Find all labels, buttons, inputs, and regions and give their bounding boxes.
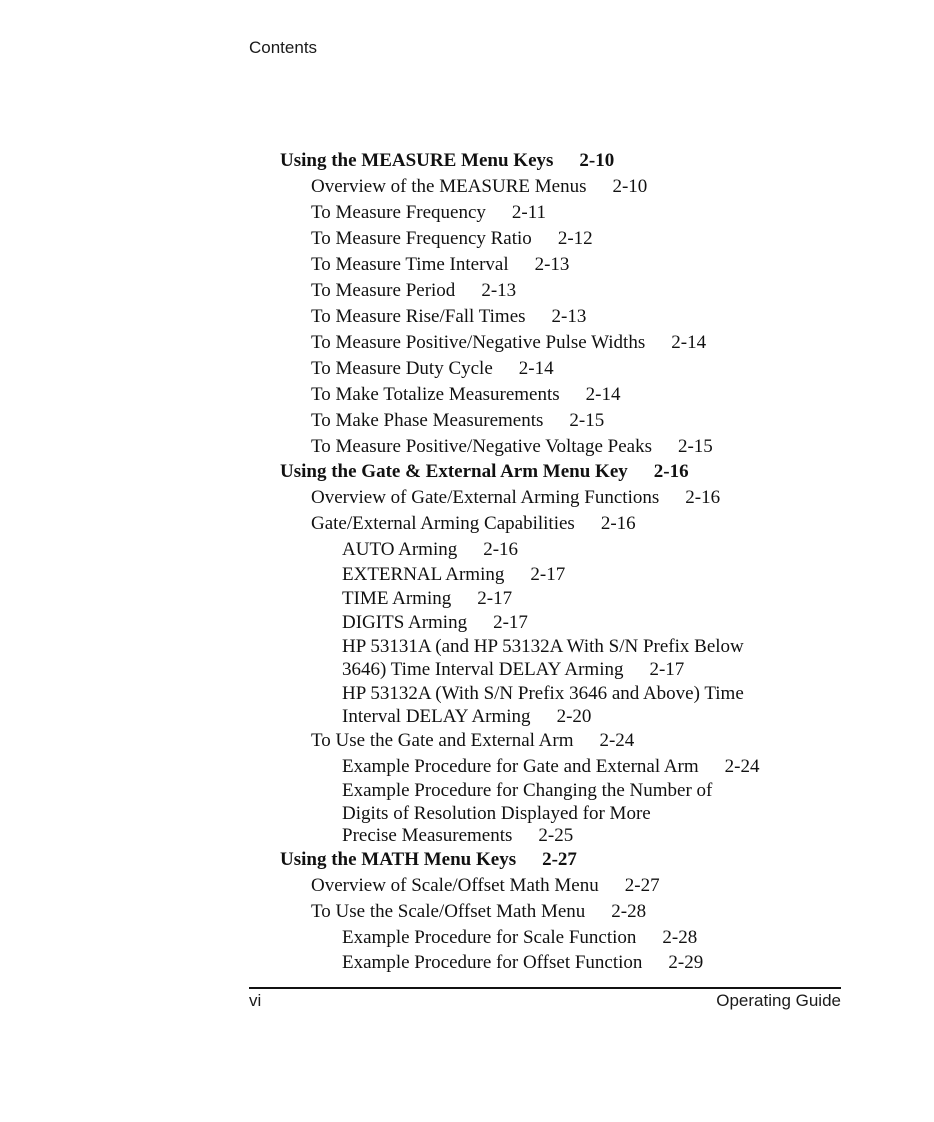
toc-entry-text: To Use the Gate and External Arm — [311, 730, 574, 751]
toc-entry-text: Example Procedure for Scale Function — [342, 927, 637, 948]
toc-page-number: 2-14 — [518, 358, 554, 379]
toc-entry-title — [342, 683, 744, 705]
toc-entry-title — [311, 487, 720, 509]
toc-entry-text: Using the Gate & External Arm Menu Key — [280, 461, 628, 482]
toc-entry-text: To Measure Frequency Ratio — [311, 228, 532, 249]
toc-entry-title — [311, 384, 621, 406]
toc-entry-title — [311, 306, 586, 328]
toc-page-number: 2-16 — [653, 461, 689, 482]
toc-entry-title — [342, 756, 759, 778]
toc-entry-text: TIME Arming — [342, 588, 452, 609]
footer-page-number: vi — [249, 991, 262, 1010]
toc-entry-text: Example Procedure for Changing the Number of — [342, 780, 713, 801]
toc-entry-title — [280, 849, 577, 871]
toc-page-number: 2-28 — [662, 927, 698, 948]
toc-entry-title — [311, 176, 647, 198]
toc-entry-text: 3646) Time Interval DELAY Arming — [342, 659, 624, 680]
toc-page-number: 2-14 — [671, 332, 707, 353]
toc-page-number: 2-27 — [624, 875, 660, 896]
toc-entry-text: Interval DELAY Arming — [342, 706, 531, 727]
toc-entry-text: Using the MATH Menu Keys — [280, 849, 517, 870]
toc-entry-title — [342, 825, 573, 847]
toc-page-number: 2-16 — [600, 513, 636, 534]
toc-page-number: 2-28 — [611, 901, 647, 922]
toc-entry-text: To Measure Positive/Negative Voltage Peaks — [311, 436, 652, 457]
toc-page-number: 2-13 — [551, 306, 587, 327]
toc-page-number: 2-16 — [483, 539, 519, 560]
toc-page-number: 2-29 — [668, 952, 704, 973]
toc-entry-title — [311, 228, 593, 250]
toc-page-number: 2-17 — [649, 659, 685, 680]
toc-entry-title — [311, 358, 554, 380]
toc-entry-text: Digits of Resolution Displayed for More — [342, 803, 651, 824]
toc-entry-text: Overview of the MEASURE Menus — [311, 176, 587, 197]
toc-page-number: 2-24 — [724, 756, 760, 777]
toc-entry-title — [311, 410, 604, 432]
toc-entry-title — [311, 254, 569, 276]
toc-entry-text: To Make Phase Measurements — [311, 410, 544, 431]
footer-book-title: Operating Guide — [716, 991, 841, 1010]
running-head: Contents — [249, 38, 318, 57]
toc-entry-text: To Measure Frequency — [311, 202, 486, 223]
toc-page-number: 2-17 — [530, 564, 566, 585]
toc-page-number: 2-17 — [493, 612, 528, 633]
toc-page-number: 2-17 — [477, 588, 513, 609]
toc-entry-text: HP 53132A (With S/N Prefix 3646 and Above) Time — [342, 683, 744, 704]
toc-page-number: 2-13 — [534, 254, 570, 275]
toc-entry-title — [342, 659, 684, 681]
toc-entry-title — [342, 952, 703, 974]
toc-page-number: 2-25 — [538, 825, 574, 846]
toc-page-number: 2-20 — [556, 706, 592, 727]
toc-entry-title — [311, 730, 634, 752]
toc-entry-text: Example Procedure for Offset Function — [342, 952, 643, 973]
toc-entry-title — [311, 901, 646, 923]
toc-entry-title — [342, 706, 591, 728]
toc-entry-text: Overview of Gate/External Arming Functions — [311, 487, 660, 508]
toc-entry-text: Example Procedure for Gate and External Arm — [342, 756, 699, 777]
toc-entry-text: To Measure Rise/Fall Times — [311, 306, 526, 327]
toc-page-number: 2-10 — [579, 150, 615, 171]
toc-entry-title — [342, 780, 712, 802]
toc-page-number: 2-15 — [569, 410, 605, 431]
toc-entry-text: To Make Totalize Measurements — [311, 384, 560, 405]
toc-entry-title — [280, 461, 689, 483]
toc-entry-text: To Measure Duty Cycle — [311, 358, 493, 379]
toc-entry-text: To Measure Time Interval — [311, 254, 509, 275]
toc-page-number: 2-16 — [685, 487, 721, 508]
toc-page-number: 2-24 — [599, 730, 635, 751]
toc-entry-title — [311, 875, 660, 897]
toc-entry-text: EXTERNAL Arming — [342, 564, 505, 585]
toc-entry-text: HP 53131A (and HP 53132A With S/N Prefix Below — [342, 636, 744, 657]
toc-entry-title — [342, 539, 518, 561]
toc-page-number: 2-27 — [542, 849, 577, 870]
toc-entry-text: Using the MEASURE Menu Keys — [280, 150, 554, 171]
toc-page-number: 2-14 — [585, 384, 621, 405]
toc-entry-text: To Measure Positive/Negative Pulse Widths — [311, 332, 646, 353]
footer-rule — [249, 987, 841, 989]
toc-entry-text: Overview of Scale/Offset Math Menu — [311, 875, 599, 896]
toc-entry-text: DIGITS Arming — [342, 612, 468, 633]
toc-entry-title — [311, 280, 516, 302]
toc-entry-text: Gate/External Arming Capabilities — [311, 513, 575, 534]
toc-page-number: 2-11 — [511, 202, 547, 223]
toc-entry-title — [311, 332, 706, 354]
toc-entry-title — [342, 803, 651, 825]
toc-entry-title — [342, 612, 528, 634]
toc-page-number: 2-15 — [677, 436, 713, 457]
toc-entry-title — [311, 513, 636, 535]
toc-page-number: 2-10 — [612, 176, 648, 197]
toc-entry-title — [311, 436, 713, 458]
toc-page-number: 2-12 — [557, 228, 593, 249]
toc-entry-text: Precise Measurements — [342, 825, 513, 846]
toc-entry-text: To Use the Scale/Offset Math Menu — [311, 901, 586, 922]
toc-entry-title — [342, 588, 512, 610]
toc-entry-title — [311, 202, 546, 224]
toc-entry-text: AUTO Arming — [342, 539, 458, 560]
toc-entry-title — [342, 927, 697, 949]
toc-page-number: 2-13 — [481, 280, 517, 301]
toc-entry-title — [280, 150, 614, 172]
toc-entry-text: To Measure Period — [311, 280, 456, 301]
toc-entry-title — [342, 564, 565, 586]
toc-entry-title — [342, 636, 744, 658]
